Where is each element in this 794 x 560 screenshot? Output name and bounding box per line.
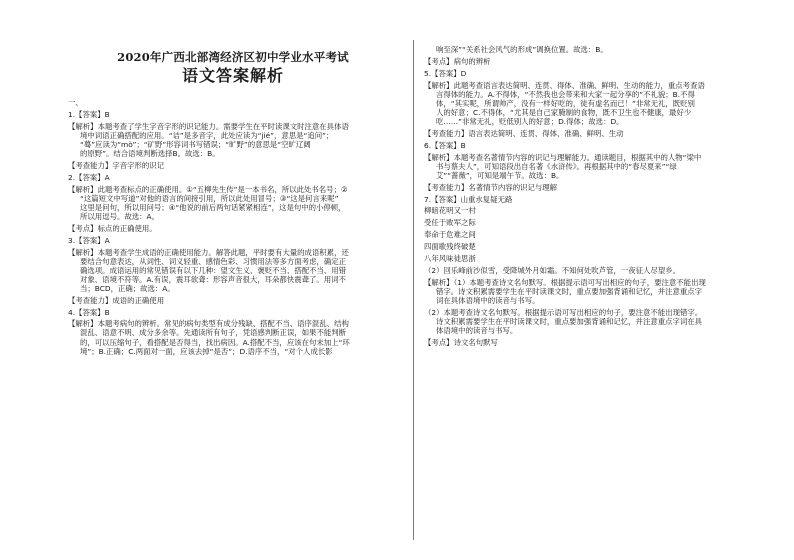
point-line: 【考点】病句的辨析 (424, 56, 491, 66)
point-line: 【考点】标点的正确使用。 (68, 223, 157, 233)
answer-line: 1.【答案】B (68, 109, 110, 119)
exam-title: 2020年广西北部湾经济区初中学业水平考试 (117, 50, 349, 64)
ability-line: 【考查能力】名著情节内容的识记与理解 (424, 182, 558, 192)
poem-line: 四面歌残终破楚 (424, 242, 476, 252)
poem-line: 奉命于危难之间 (424, 230, 476, 240)
ability-line: 【考查能力】语言表达简明、连贯、得体、准确、鲜明、生动 (424, 128, 624, 138)
analysis-line: 这里是问句，所以用问号；④“他说的前后两句话紧紧相连”，这是句中的小停顿， (80, 202, 346, 212)
section-heading: 一、 (68, 98, 83, 107)
poem-line: 八年风味徒思浙 (424, 254, 476, 264)
analysis-line: 词在具体语境中的读音与书写。 (436, 296, 540, 306)
poem-line: （2）回乐峰前沙似雪，受降城外月如霜。不知何处吹芦管，一夜征人尽望乡。 (424, 266, 680, 276)
answer-line: 6.【答案】B (424, 140, 466, 150)
analysis-line: 【解析】本题考病句的辨析。常见的病句类型有成分残缺、搭配不当、语序混乱、结构 (68, 319, 349, 329)
analysis-line: 对象、语境不符等。A.有误，震耳欲聋：形容声音很大，耳朵都快震聋了。用词不 (80, 274, 346, 284)
point-line: 【考点】诗文名句默写 (424, 337, 498, 347)
analysis-line: 境中词语正确搭配的应用。“诘”是多音字，此处应读为“jié”，意思是“追问”； (80, 130, 334, 140)
analysis-line: 境”；B.正确；C.两面对一面，应该去掉“是否”；D.语序不当，“对个人成长影 (80, 346, 333, 356)
analysis-line: 响至深”“关系社会风气的形成”调换位置。故选：B。 (436, 45, 608, 54)
analysis-line: 吃……”非常无礼，贬低别人的好意；D.得体；故选：D。 (436, 116, 624, 126)
analysis-line: （2）本题考查诗文名句默写。根据提示语可写出相应的句子，要注意不能出现错字。 (424, 308, 703, 317)
analysis-line: 书与蔡夫人”，可知语段出自名著《水浒传》。再根据其中的“春尽夏来”“绿 (436, 161, 677, 171)
answer-line: 2.【答案】A (68, 172, 110, 182)
analysis-line: 艾”“蔷薇”，可知是端午节。故选：B。 (436, 170, 564, 180)
analysis-line: 言得体的能力。A.不得体，“不然我也会带来和大家一起分享的”不礼貌；B.不得 (436, 89, 695, 99)
ability-line: 【考查能力】成语的正确使用 (68, 295, 165, 305)
poem-line: 受任于败军之际 (424, 218, 476, 228)
poem-line: 柳暗花明又一村 (424, 206, 476, 216)
analysis-line: 要结合句意表达，从词性、词义轻重、感情色彩、习惯用法等多方面考虑，确定正 (80, 256, 347, 266)
analysis-line: 【解析】本题考查了学生字音字形的识记能力。需要学生在平时读课文时注意在具体语 (68, 121, 349, 131)
column-divider (413, 40, 414, 540)
analysis-line: 混乱、语意不明、成分多余等。先通读所有句子，凭语感判断正误，如果不能判断 (80, 328, 347, 338)
analysis-line: 体语境中的读音与书写。 (436, 326, 518, 336)
analysis-line: 的原野”。结合语境判断选择B。故选：B。 (80, 148, 220, 158)
answer-line: 4.【答案】B (68, 307, 110, 317)
ability-line: 【考查能力】字音字形的识记 (68, 160, 165, 170)
analysis-line: 所以用逗号。故选：A。 (80, 211, 159, 221)
analysis-line: 确选项。成语运用的常见错误有以下几种：望文生义、褒贬不当、搭配不当、用错 (80, 265, 347, 275)
analysis-line: 【解析】本题考查学生成语的正确使用能力。解答此题，平时要有大量的成语积累，还 (68, 247, 349, 257)
analysis-line: 【解析】此题考查语言表达简明、连贯、得体、准确、鲜明、生动的能力，重点考查语 (424, 80, 705, 90)
analysis-line: 诗文积累需要学生在平时读课文时，重点要加强背诵和记忆，并注意重点字词在具 (436, 317, 703, 327)
analysis-line: 体，“其实呢，所谓帅产，没有一样好吃的，徒有虚名而已！”非常无礼，既贬别 (436, 98, 695, 108)
answer-line: 7.【答案】山重水复疑无路 (424, 194, 513, 204)
right-column-text (424, 45, 706, 350)
analysis-line: “这篇短文中写道”对他的语言的间接引用，所以此处用冒号；③“这是何言来呢” (80, 193, 339, 203)
answer-line: 3.【答案】A (68, 235, 110, 245)
left-column-text (68, 98, 350, 358)
analysis-line: 【解析】（1）本题考查诗文名句默写。根据提示语可写出相应的句子，要注意不能出现 (424, 278, 706, 288)
analysis-line: 【解析】本题考查名著情节内容的识记与理解能力。通读题目，根据其中的人物“梁中 (424, 152, 702, 162)
analysis-line: 错字。诗文积累需要学生在平时读课文时，重点要加强背诵和记忆，并注意重点字 (436, 287, 703, 297)
analysis-line: 的，可以压缩句子，看搭配是否得当，找出病因。A.搭配不当，应该在句末加上“环 (80, 337, 350, 347)
analysis-line: 【解析】此题考查标点的正确使用。①“五柳先生传”是一本书名，所以此处书名号；② (68, 184, 348, 194)
analysis-line: 当；BCD，正确；故选：A。 (80, 283, 175, 293)
analysis-line: 人的好意；C.不得体，“尤其是自己家腌制的食物，既不卫生也不健康，最好少 (436, 107, 692, 117)
document-subtitle: 语文答案解析 (181, 66, 284, 85)
analysis-line: “蓦”应读为“mò”；“矿野”形容词书写错误；“旷野”的意思是“空旷辽阔 (80, 139, 311, 149)
answer-line: 5.【答案】D (424, 68, 467, 78)
